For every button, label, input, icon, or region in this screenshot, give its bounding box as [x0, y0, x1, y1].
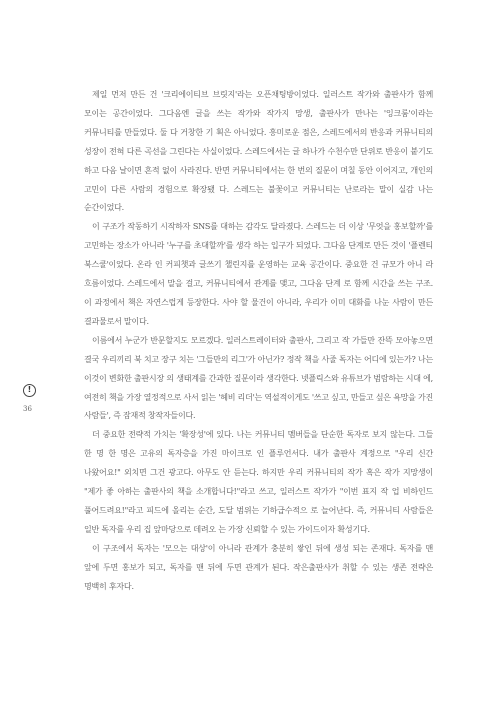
paragraph-3: 이름에서 누군가 반문할지도 모르겠다. 일러스트레이터와 출판사, 그리고 작 가들만 잔뜩 모아놓으면 결국 우리끼리 북 치고 장구 치는 '그들만의 리그'가 아닌가? 정작 책을 사줄 독자는 어디에 있는가? 나는 이것이 변화한 출판시장 의 생태계를 간과한 질문이라 생각한다. 넷플릭스와 유튜브가 범람하는 시대 에, 여전히 책을 가장 열정적으로 사서 읽는 '헤비 리더'는 역설적이게도 '쓰고 싶고, 만들고 싶은 욕망을 가진 사람들', 즉 잠재적 창작자들이다.: [84, 335, 433, 421]
page-number: 36: [23, 405, 32, 413]
paragraph-5: 이 구조에서 독자는 '모으는 대상'이 아니라 관계가 충분히 쌓인 뒤에 생성 되는 존재다. 독자를 맨 앞에 두면 홍보가 되고, 독자를 맨 뒤에 두면 관계가 된다. 작은출판사가 취할 수 있는 생존 전략은 명백히 후자다.: [84, 543, 433, 591]
paragraph-4: 더 중요한 전략적 가치는 '확장성'에 있다. 나는 커뮤니티 멤버들을 단순한 독자로 보지 않는다. 그들 한 명 한 명은 고유의 독자층을 가진 마이크로 인 플루언서다. 내가 출판사 계정으로 "우리 신간 나왔어요!" 외치면 그건 광고다. 아무도 안 듣는다. 하지만 우리 커뮤니티의 작가 혹은 작가 지망생이 "제가 좋 아하는 출판사의 책을 소개합니다!"라고 쓰고, 일러스트 작가가 "이번 표지 작 업 비하인드 풀어드려요!"라고 피드에 올리는 순간, 도달 범위는 기하급수적으 로 늘어난다. 즉, 커뮤니티 사람들은 일반 독자를 우리 집 앞마당으로 데려오 는 가장 신뢰할 수 있는 가이드이자 확성기다.: [84, 430, 433, 534]
paragraph-2: 이 구조가 작동하기 시작하자 SNS를 대하는 감각도 달라졌다. 스레드는 더 이상 '무엇을 홍보할까'를 고민하는 장소가 아니라 '누구를 초대할까'를 생각 하는 입구가 되었다. 그다음 단계로 만든 것이 '플렌티 북스쿨'이었다. 온라 인 커피챗과 글쓰기 챌린지를 운영하는 교육 공간이다. 중요한 건 규모가 아니 라 흐름이었다. 스레드에서 말을 걸고, 커뮤니티에서 관계를 맺고, 그다음 단계 로 함께 시간을 쓰는 구조. 이 과정에서 책은 자연스럽게 등장한다. 사야 할 물건이 아니라, 우리가 이미 대화를 나눈 사람이 만든 결과물로서 말이다.: [84, 222, 433, 326]
paragraph-1: 제일 먼저 만든 건 '크리에이티브 브릿지'라는 오픈채팅방이었다. 일러스트 작가와 출판사가 함께 모이는 공간이었다. 그다음엔 글을 쓰는 작가와 작가지 망생, 출판사가 만나는 '잉크룸'이라는 커뮤니티를 만들었다. 둘 다 거창한 기 획은 아니었다. 흥미로운 점은, 스레드에서의 반응과 커뮤니티의 성장이 전혀 다른 곡선을 그린다는 사실이었다. 스레드에서는 글 하나가 수천수만 단위로 반응이 붙기도 하고 다음 날이면 흔적 없이 사라진다. 반면 커뮤니티에서는 한 번의 질문이 며칠 동안 이어지고, 개인의 고민이 다른 사람의 경험으로 확장됐 다. 스레드는 불꽃이고 커뮤니티는 난로라는 말이 실감 나는 순간이었다.: [84, 90, 433, 213]
exclamation-circle-icon: !: [23, 384, 36, 397]
body-text: [84, 86, 433, 596]
